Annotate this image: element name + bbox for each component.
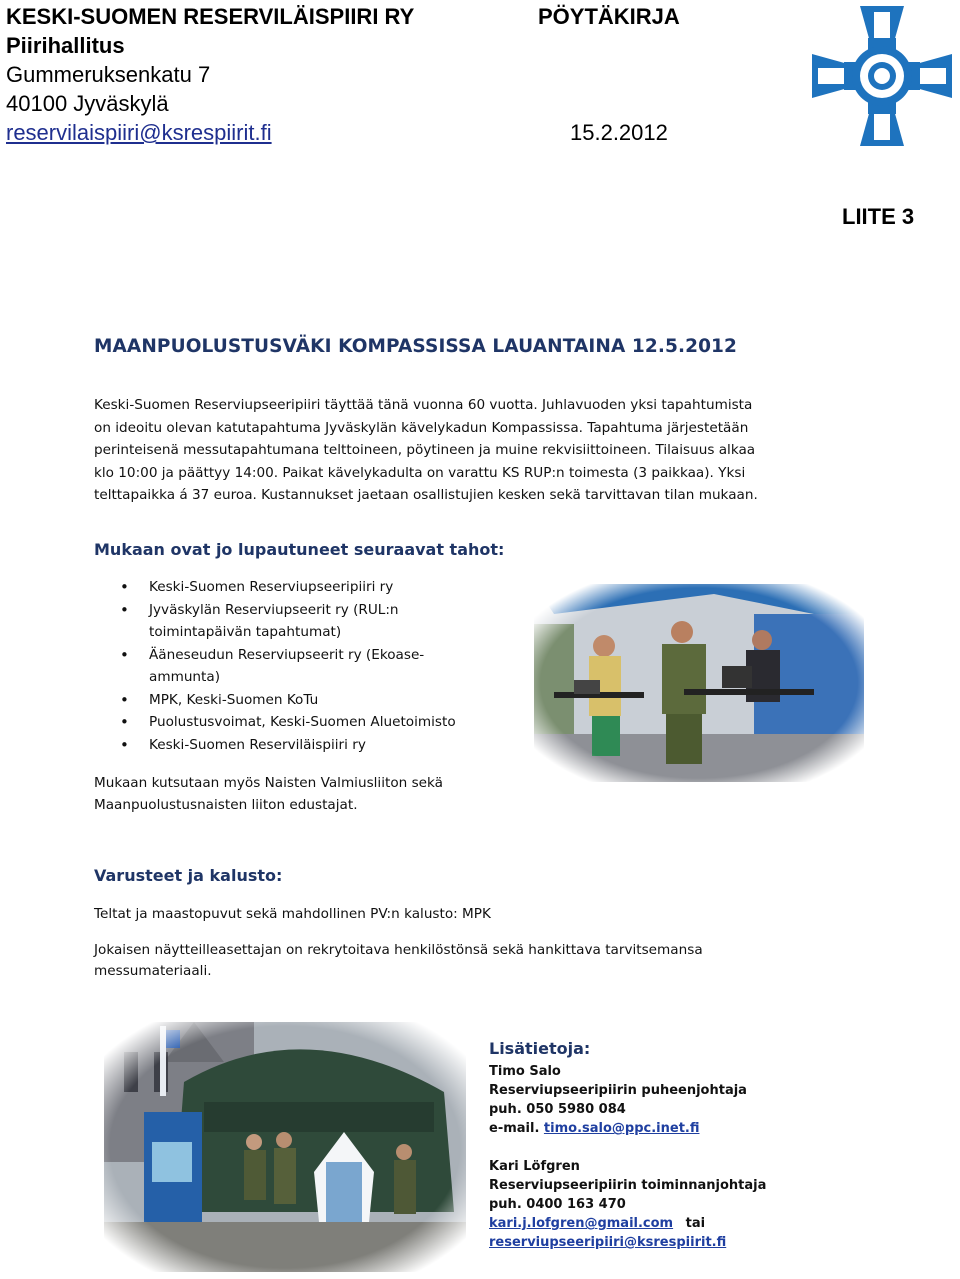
letterhead xyxy=(6,2,414,147)
list-item: • Puolustusvoimat, Keski-Suomen Aluetoimisto xyxy=(120,711,500,734)
list-item: • Jyväskylän Reserviupseerit ry (RUL:n toimintapäivän tapahtumat) xyxy=(120,599,449,644)
attachment-label: LIITE 3 xyxy=(842,204,915,229)
flyer-title: MAANPUOLUSTUSVÄKI KOMPASSISSA LAUANTAINA 12.5.2012 xyxy=(94,336,737,357)
street-address: Gummeruksenkatu 7 xyxy=(6,62,211,87)
city-address: 40100 Jyväskylä xyxy=(6,91,169,116)
invited-line: Maanpuolustusnaisten liiton edustajat. xyxy=(94,797,358,813)
contact-info xyxy=(489,1036,766,1252)
contact2-email-row xyxy=(489,1214,766,1233)
reservist-cross-logo xyxy=(808,2,956,150)
flyer-title-wrap xyxy=(94,336,874,357)
list-item: • Ääneseudun Reserviupseerit ry (Ekoase-ammunta) xyxy=(120,644,479,689)
equipment-heading: Varusteet ja kalusto: xyxy=(94,866,283,885)
intro-line: on ideoitu olevan katutapahtuma Jyväskylän kävelykadun Kompassissa. Tapahtuma järjestetään xyxy=(94,419,749,436)
contact2-email2-link[interactable]: reserviupseeripiiri@ksrespiirit.fi xyxy=(489,1235,727,1250)
info-heading: Lisätietoja: xyxy=(489,1039,591,1058)
shooting-stand-photo xyxy=(534,584,864,782)
list-item: • Keski-Suomen Reserviupseeripiiri ry xyxy=(120,576,500,599)
organization-name: KESKI-SUOMEN RESERVILÄISPIIRI RY xyxy=(6,4,415,29)
intro-line: perinteisenä messutapahtumana telttoineen, pöytineen ja muine rekvisiittoineen. Tilaisuus alkaa xyxy=(94,442,756,458)
email-link[interactable]: reservilaispiiri@ksrespiirit.fi xyxy=(6,120,272,145)
email-label: e-mail. xyxy=(489,1121,540,1136)
invited-paragraph xyxy=(94,772,443,816)
equipment-line: messumateriaali. xyxy=(94,962,212,979)
contact1-phone: puh. 050 5980 084 xyxy=(489,1102,626,1117)
tent-photo xyxy=(104,1022,466,1272)
document-type: PÖYTÄKIRJA xyxy=(538,4,680,29)
contact1-email-row xyxy=(489,1119,766,1138)
contact1-role: Reserviupseeripiirin puheenjohtaja xyxy=(489,1083,747,1098)
contact1-name: Timo Salo xyxy=(489,1064,561,1079)
document-date: 15.2.2012 xyxy=(570,120,668,145)
invited-line: Mukaan kutsutaan myös Naisten Valmiusliiton sekä xyxy=(94,775,443,791)
contact2-name: Kari Löfgren xyxy=(489,1159,580,1174)
board-name: Piirihallitus xyxy=(6,33,125,58)
equipment-text-1: Teltat ja maastopuvut sekä mahdollinen PV:n kalusto: MPK xyxy=(94,906,491,922)
intro-line: Keski-Suomen Reserviupseeripiiri täyttää tänä vuonna 60 vuotta. Juhlavuoden yksi tapahtumista xyxy=(94,397,753,413)
list-item: • Keski-Suomen Reserviläispiiri ry xyxy=(120,734,500,757)
equipment-paragraph-2 xyxy=(94,940,703,981)
list-item: • MPK, Keski-Suomen KoTu xyxy=(120,689,500,712)
equipment-line: Jokaisen näytteilleasettajan on rekrytoitava henkilöstönsä sekä hankittava tarvitsemansa xyxy=(94,942,703,958)
intro-paragraph xyxy=(94,394,834,507)
participants-heading: Mukaan ovat jo lupautuneet seuraavat tahot: xyxy=(94,540,505,559)
contact1-email-link[interactable]: timo.salo@ppc.inet.fi xyxy=(543,1121,700,1136)
or-label: tai xyxy=(685,1216,706,1231)
participants-list xyxy=(120,576,500,756)
intro-line: klo 10:00 ja päättyy 14:00. Paikat kävelykadulta on varattu KS RUP:n toimesta (3 paikkaa). Yksi xyxy=(94,464,746,481)
intro-line: telttapaikka á 37 euroa. Kustannukset jaetaan osallistujien kesken sekä tarvittavan tilan mukaan. xyxy=(94,487,758,503)
contact2-email-link[interactable]: kari.j.lofgren@gmail.com xyxy=(489,1216,674,1231)
contact2-role: Reserviupseeripiirin toiminnanjohtaja xyxy=(489,1178,767,1193)
contact2-phone: puh. 0400 163 470 xyxy=(489,1197,626,1212)
